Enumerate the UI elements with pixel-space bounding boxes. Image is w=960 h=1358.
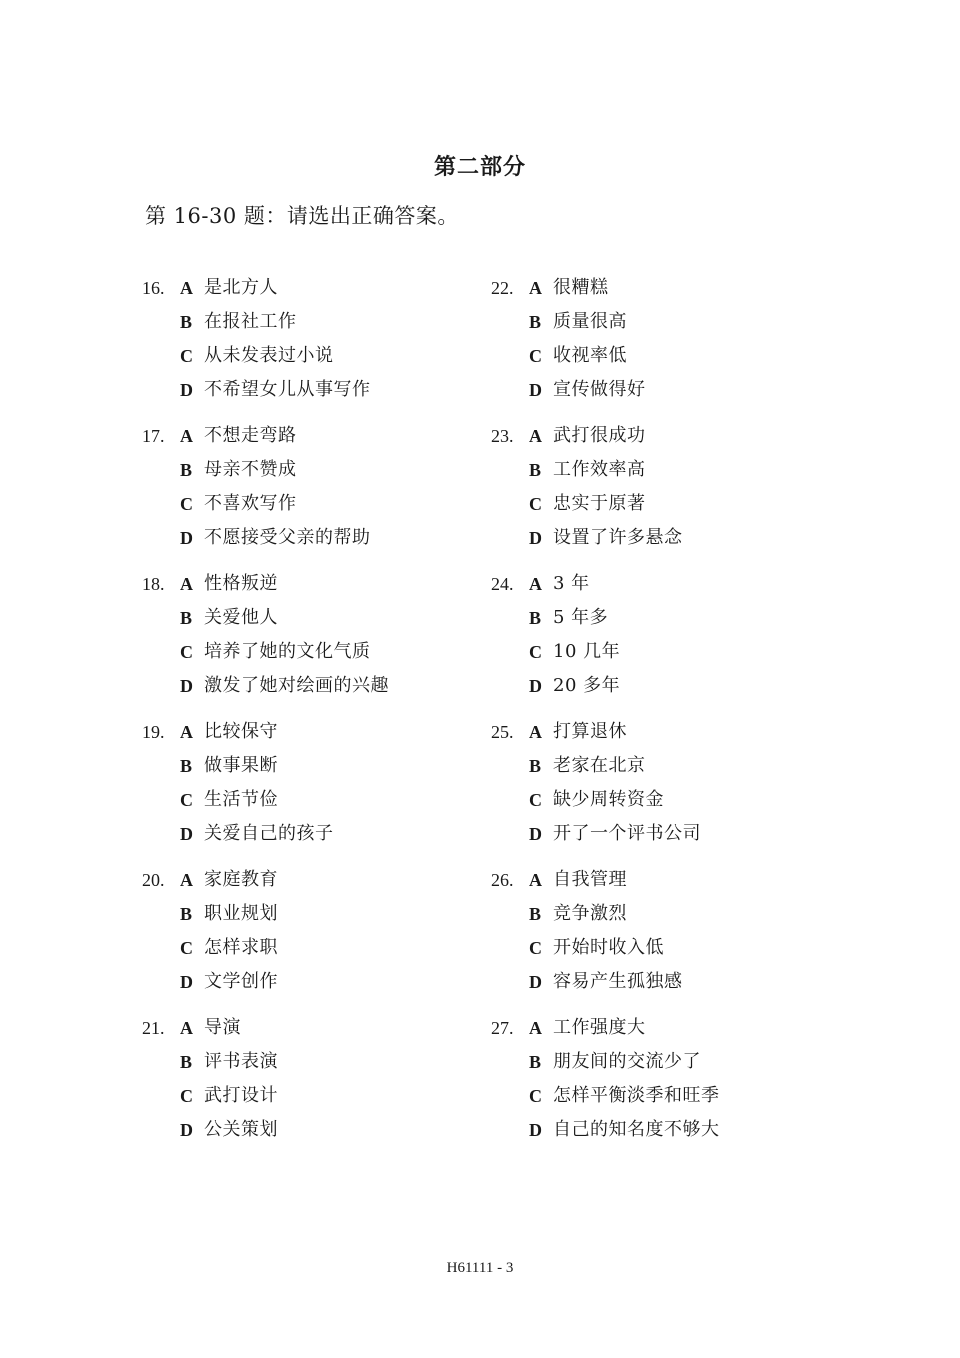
option-20-c (142, 934, 522, 968)
option-24-a (491, 570, 871, 604)
option-letter: B (529, 1052, 542, 1072)
option-letter: C (180, 346, 193, 366)
question-number: 23. (491, 426, 514, 446)
option-text: 关爱自己的孩子 (204, 823, 334, 844)
question-number: 24. (491, 574, 514, 594)
option-19-d (142, 820, 522, 854)
option-27-c (491, 1082, 871, 1116)
question-18 (142, 570, 522, 718)
option-16-b (142, 308, 522, 342)
question-21 (142, 1014, 522, 1162)
option-21-a (142, 1014, 522, 1048)
option-letter: C (180, 642, 193, 662)
option-text: 文学创作 (204, 971, 278, 992)
question-19 (142, 718, 522, 866)
option-23-a (491, 422, 871, 456)
option-text: 工作效率高 (553, 459, 646, 480)
question-26 (491, 866, 871, 1014)
question-number: 27. (491, 1018, 514, 1038)
option-16-c (142, 342, 522, 376)
question-number: 18. (142, 574, 165, 594)
option-20-b (142, 900, 522, 934)
option-text: 开始时收入低 (553, 937, 664, 958)
option-letter: D (180, 824, 193, 844)
option-text: 培养了她的文化气质 (204, 641, 371, 662)
option-letter: A (529, 278, 542, 298)
question-22 (491, 274, 871, 422)
option-27-b (491, 1048, 871, 1082)
option-letter: D (180, 1120, 193, 1140)
option-letter: B (529, 756, 542, 776)
option-letter: D (180, 972, 193, 992)
option-letter: A (180, 722, 193, 742)
option-letter: C (529, 346, 542, 366)
option-letter: C (529, 642, 542, 662)
option-letter: B (529, 608, 542, 628)
option-18-b (142, 604, 522, 638)
option-25-c (491, 786, 871, 820)
option-23-c (491, 490, 871, 524)
option-22-b (491, 308, 871, 342)
option-letter: A (529, 722, 542, 742)
option-text: 忠实于原著 (553, 493, 646, 514)
option-text: 20 多年 (553, 675, 621, 696)
question-20 (142, 866, 522, 1014)
option-text: 设置了许多悬念 (553, 527, 683, 548)
option-27-d (491, 1116, 871, 1150)
option-letter: A (180, 278, 193, 298)
option-letter: A (529, 426, 542, 446)
question-number: 16. (142, 278, 165, 298)
option-26-b (491, 900, 871, 934)
option-26-d (491, 968, 871, 1002)
option-text: 公关策划 (204, 1119, 278, 1140)
question-23 (491, 422, 871, 570)
option-text: 不希望女儿从事写作 (204, 379, 371, 400)
option-letter: D (529, 676, 542, 696)
option-letter: C (180, 1086, 193, 1106)
option-23-b (491, 456, 871, 490)
option-text: 工作强度大 (553, 1017, 646, 1038)
option-22-d (491, 376, 871, 410)
instruction-text: 第 16-30 题：请选出正确答案。 (145, 204, 459, 228)
option-text: 不喜欢写作 (204, 493, 297, 514)
option-text: 武打设计 (204, 1085, 278, 1106)
option-letter: C (529, 790, 542, 810)
option-19-c (142, 786, 522, 820)
option-letter: A (529, 870, 542, 890)
option-letter: D (529, 380, 542, 400)
option-letter: D (529, 528, 542, 548)
option-letter: D (180, 676, 193, 696)
option-22-c (491, 342, 871, 376)
option-letter: B (529, 460, 542, 480)
question-column-left (142, 274, 522, 1162)
option-text: 家庭教育 (204, 869, 278, 890)
question-number: 20. (142, 870, 165, 890)
option-letter: D (529, 1120, 542, 1140)
option-25-b (491, 752, 871, 786)
option-25-a (491, 718, 871, 752)
option-text: 5 年多 (553, 607, 609, 628)
option-letter: B (529, 312, 542, 332)
option-text: 自己的知名度不够大 (553, 1119, 720, 1140)
option-text: 比较保守 (204, 721, 278, 742)
option-text: 关爱他人 (204, 607, 278, 628)
option-text: 打算退休 (553, 721, 627, 742)
option-letter: D (180, 380, 193, 400)
option-text: 激发了她对绘画的兴趣 (204, 675, 389, 696)
section-title: 第二部分 (433, 154, 526, 180)
option-letter: B (180, 756, 193, 776)
option-21-b (142, 1048, 522, 1082)
option-text: 武打很成功 (553, 425, 646, 446)
option-letter: C (180, 790, 193, 810)
option-17-a (142, 422, 522, 456)
option-text: 开了一个评书公司 (553, 823, 701, 844)
option-letter: B (180, 1052, 193, 1072)
option-letter: D (180, 528, 193, 548)
option-letter: B (180, 608, 193, 628)
option-letter: A (180, 870, 193, 890)
option-18-a (142, 570, 522, 604)
option-letter: C (529, 494, 542, 514)
option-letter: B (180, 312, 193, 332)
option-21-c (142, 1082, 522, 1116)
question-number: 26. (491, 870, 514, 890)
option-text: 性格叛逆 (204, 573, 278, 594)
option-text: 质量很高 (553, 311, 627, 332)
question-16 (142, 274, 522, 422)
option-18-d (142, 672, 522, 706)
question-24 (491, 570, 871, 718)
option-letter: A (180, 574, 193, 594)
option-text: 不愿接受父亲的帮助 (204, 527, 371, 548)
option-letter: C (180, 494, 193, 514)
question-number: 21. (142, 1018, 165, 1038)
question-27 (491, 1014, 871, 1162)
option-letter: B (180, 460, 193, 480)
option-text: 母亲不赞成 (204, 459, 297, 480)
option-letter: A (180, 1018, 193, 1038)
option-text: 从未发表过小说 (204, 345, 334, 366)
option-text: 不想走弯路 (204, 425, 297, 446)
option-23-d (491, 524, 871, 558)
option-24-c (491, 638, 871, 672)
option-text: 很糟糕 (553, 277, 609, 298)
question-number: 22. (491, 278, 514, 298)
question-number: 25. (491, 722, 514, 742)
option-20-d (142, 968, 522, 1002)
option-text: 怎样求职 (204, 937, 278, 958)
option-17-b (142, 456, 522, 490)
option-26-c (491, 934, 871, 968)
option-letter: B (180, 904, 193, 924)
option-text: 缺少周转资金 (553, 789, 664, 810)
option-16-a (142, 274, 522, 308)
option-letter: D (529, 972, 542, 992)
option-text: 宣传做得好 (553, 379, 646, 400)
option-20-a (142, 866, 522, 900)
option-letter: C (529, 938, 542, 958)
option-text: 在报社工作 (204, 311, 297, 332)
option-text: 3 年 (553, 573, 590, 594)
option-24-b (491, 604, 871, 638)
question-number: 19. (142, 722, 165, 742)
option-26-a (491, 866, 871, 900)
option-19-b (142, 752, 522, 786)
option-text: 做事果断 (204, 755, 278, 776)
option-25-d (491, 820, 871, 854)
question-column-right (491, 274, 871, 1162)
option-19-a (142, 718, 522, 752)
option-text: 职业规划 (204, 903, 278, 924)
option-letter: C (529, 1086, 542, 1106)
option-letter: D (529, 824, 542, 844)
option-21-d (142, 1116, 522, 1150)
option-text: 收视率低 (553, 345, 627, 366)
option-text: 评书表演 (204, 1051, 278, 1072)
option-text: 容易产生孤独感 (553, 971, 683, 992)
option-text: 导演 (204, 1017, 241, 1038)
option-17-c (142, 490, 522, 524)
option-text: 自我管理 (553, 869, 627, 890)
option-27-a (491, 1014, 871, 1048)
question-17 (142, 422, 522, 570)
option-18-c (142, 638, 522, 672)
option-letter: B (529, 904, 542, 924)
option-letter: A (180, 426, 193, 446)
option-text: 老家在北京 (553, 755, 646, 776)
option-text: 朋友间的交流少了 (553, 1051, 701, 1072)
option-text: 怎样平衡淡季和旺季 (553, 1085, 720, 1106)
option-text: 是北方人 (204, 277, 278, 298)
option-letter: C (180, 938, 193, 958)
option-letter: A (529, 1018, 542, 1038)
option-text: 竞争激烈 (553, 903, 627, 924)
option-text: 10 几年 (553, 641, 621, 662)
option-17-d (142, 524, 522, 558)
option-16-d (142, 376, 522, 410)
page-footer: H61111 - 3 (446, 1260, 514, 1276)
option-22-a (491, 274, 871, 308)
option-letter: A (529, 574, 542, 594)
option-text: 生活节俭 (204, 789, 278, 810)
option-24-d (491, 672, 871, 706)
question-25 (491, 718, 871, 866)
question-number: 17. (142, 426, 165, 446)
